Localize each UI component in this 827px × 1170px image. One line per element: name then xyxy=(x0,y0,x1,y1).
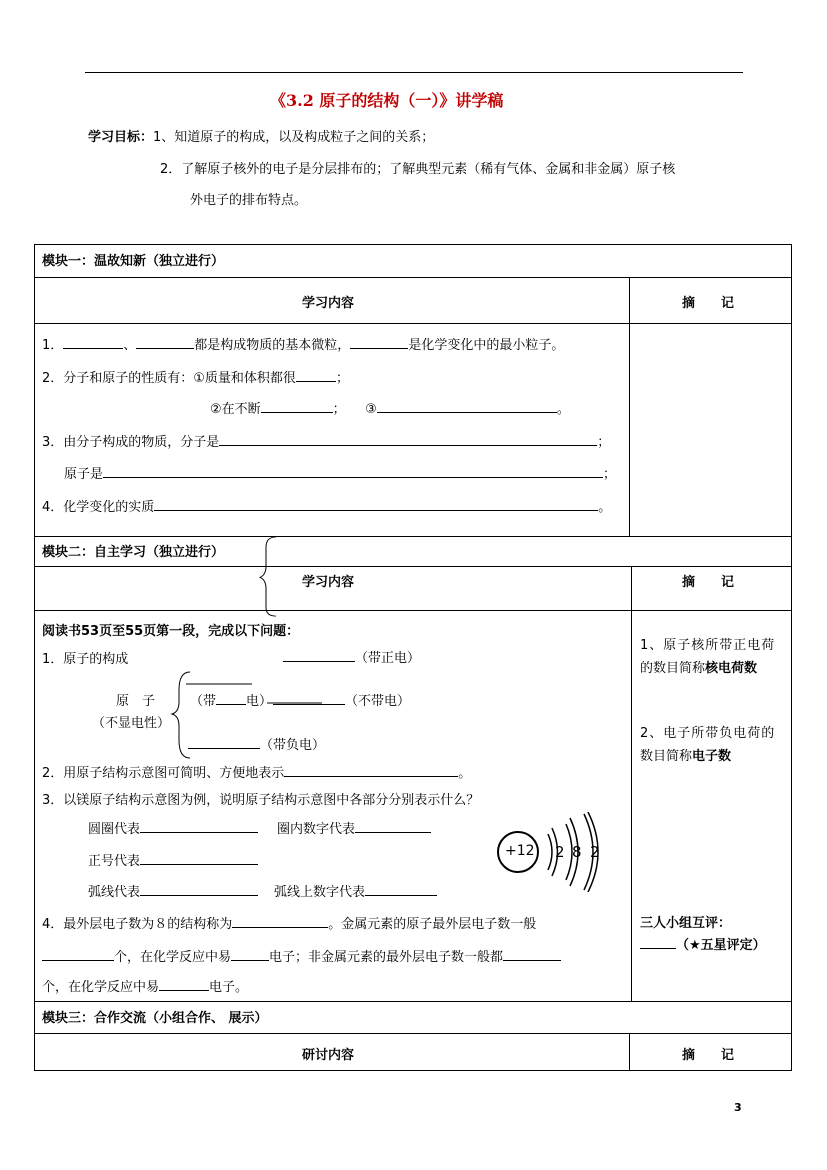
m2-q4-text: 4．最外层电子数为８的结构称为 xyxy=(42,917,233,932)
m1-q1-text1: 都是构成物质的基本微粒， xyxy=(194,338,351,353)
answer-blank[interactable] xyxy=(232,913,328,928)
objective-1: 1、知道原子的构成，以及构成粒子之间的关系； xyxy=(153,130,435,145)
inner-num-line xyxy=(277,818,431,837)
m2-q4-line2a: 个，在化学反应中易 xyxy=(114,950,232,965)
m2-q3: 3．以镁原子结构示意图为例，说明原子结构示意图中各部分分别表示什么？ xyxy=(42,793,480,808)
peer-score-blank[interactable] xyxy=(640,934,676,949)
module3-col-content: 研讨内容 xyxy=(302,1048,355,1063)
mg-nucleus-label: +12 xyxy=(505,843,535,859)
answer-blank[interactable] xyxy=(284,762,458,777)
note1-line1: 1、原子核所带正电荷 xyxy=(640,638,776,653)
m1-q3b-end: ； xyxy=(603,467,617,482)
nucleus-suffix: 电） xyxy=(246,694,273,709)
answer-blank[interactable] xyxy=(503,946,561,961)
plus-label: 正号代表 xyxy=(88,854,141,869)
note2-line1: 2、电子所带负电荷的 xyxy=(640,726,776,741)
module1-col-content: 学习内容 xyxy=(302,296,355,311)
module2-col-notes: 摘 记 xyxy=(682,575,735,590)
circle-line xyxy=(88,818,258,837)
arc-num-label: 弧线上数字代表 xyxy=(274,885,366,900)
m1-q3b-text: 原子是 xyxy=(64,467,104,482)
nucleus-line xyxy=(190,690,272,709)
answer-blank[interactable] xyxy=(216,690,246,705)
m1-q2b-sep: ； ③ xyxy=(332,402,377,417)
electron-line xyxy=(188,734,325,753)
page-number: 3 xyxy=(734,1101,742,1114)
m1-q2-text: 2．分子和原子的性质有：①质量和体积都很 xyxy=(42,371,296,386)
circle-label: 圆圈代表 xyxy=(88,822,141,837)
note1-prefix: 的数目简称 xyxy=(640,661,706,676)
note2-term: 电子数 xyxy=(692,749,732,764)
m1-q2b-text: ②在不断 xyxy=(210,402,261,417)
arc-line xyxy=(88,881,258,900)
arc-num-line xyxy=(274,881,437,900)
m2-q1: 1．原子的构成 xyxy=(42,652,129,667)
m1-q4-end: 。 xyxy=(598,500,612,515)
peer-review-label: 三人小组互评： xyxy=(640,916,732,931)
m2-q2-end: 。 xyxy=(458,766,472,781)
m1-q1-sep: 、 xyxy=(123,338,137,353)
objective-2b: 外电子的排布特点。 xyxy=(190,193,308,208)
m1-q2b-end: 。 xyxy=(556,402,570,417)
page-title: 《3.2 原子的结构（一）》讲学稿 xyxy=(270,91,504,110)
answer-blank[interactable] xyxy=(273,690,345,705)
peer-review-line xyxy=(640,934,766,953)
note2-line2 xyxy=(640,745,731,764)
m2-read-instruction: 阅读书53页至55页第一段，完成以下问题： xyxy=(42,624,300,639)
answer-blank[interactable] xyxy=(159,976,209,991)
objectives-label: 学习目标： xyxy=(88,130,154,145)
plus-line xyxy=(88,850,258,869)
m1-q4-text: 4．化学变化的实质 xyxy=(42,500,155,515)
m2-q2-text: 2．用原子结构示意图可简明、方便地表示 xyxy=(42,766,285,781)
m2-q4-line2b: 电子；非金属元素的最外层电子数一般都 xyxy=(269,950,504,965)
m2-q4-line2 xyxy=(42,946,561,965)
note2-prefix: 数目简称 xyxy=(640,749,693,764)
peer-star-label: （★五星评定） xyxy=(676,938,766,953)
module2-heading: 模块二：自主学习（独立进行） xyxy=(42,545,225,560)
note1-term: 核电荷数 xyxy=(705,661,758,676)
m2-q4-line3 xyxy=(42,976,248,995)
m2-q4-line1 xyxy=(42,913,536,932)
m1-q1-num: 1． xyxy=(42,338,64,353)
m2-q4-line3b: 电子。 xyxy=(209,980,249,995)
m2-q2 xyxy=(42,762,471,781)
atom-label: 原 子 xyxy=(116,694,156,709)
answer-blank[interactable] xyxy=(42,946,114,961)
inner-num-label: 圈内数字代表 xyxy=(277,822,356,837)
m2-q4-text2: 。金属元素的原子最外层电子数一般 xyxy=(328,917,537,932)
answer-blank[interactable] xyxy=(188,734,260,749)
m1-q1-text2: 是化学变化中的最小粒子。 xyxy=(408,338,565,353)
module1-heading: 模块一：温故知新（独立进行） xyxy=(42,254,225,269)
module3-col-notes: 摘 记 xyxy=(682,1048,735,1063)
nucleus-prefix: （带 xyxy=(190,694,217,709)
neutral-label: （不带电） xyxy=(345,694,411,709)
answer-blank[interactable] xyxy=(140,818,258,833)
neutron-line xyxy=(273,690,410,709)
answer-blank[interactable] xyxy=(355,818,431,833)
mg-shell-2: 8 xyxy=(572,843,582,861)
proton-line xyxy=(283,647,420,666)
mg-atom-diagram xyxy=(496,812,606,892)
module1-col-notes: 摘 记 xyxy=(682,296,735,311)
answer-blank[interactable] xyxy=(140,881,258,896)
answer-blank[interactable] xyxy=(140,850,258,865)
objective-2a: 2．了解原子核外的电子是分层排布的；了解典型元素（稀有气体、金属和非金属）原子核 xyxy=(160,162,676,177)
m1-q3-end: ； xyxy=(597,435,611,450)
module2-col-content: 学习内容 xyxy=(302,575,355,590)
m2-q4-line3a: 个，在化学反应中易 xyxy=(42,980,160,995)
atom-neutral-label: （不显电性） xyxy=(92,716,171,731)
note1-line2 xyxy=(640,657,757,676)
answer-blank[interactable] xyxy=(365,881,437,896)
m1-q3-text: 3．由分子构成的物质，分子是 xyxy=(42,435,220,450)
m1-q2-end: ； xyxy=(335,371,349,386)
answer-blank[interactable] xyxy=(231,946,269,961)
negative-label: （带负电） xyxy=(260,738,326,753)
mg-shell-1: 2 xyxy=(555,843,565,861)
answer-blank[interactable] xyxy=(283,647,355,662)
positive-label: （带正电） xyxy=(355,651,421,666)
mg-shell-3: 2 xyxy=(590,843,600,861)
module3-heading: 模块三：合作交流（小组合作、 展示） xyxy=(42,1011,268,1026)
arc-label: 弧线代表 xyxy=(88,885,141,900)
